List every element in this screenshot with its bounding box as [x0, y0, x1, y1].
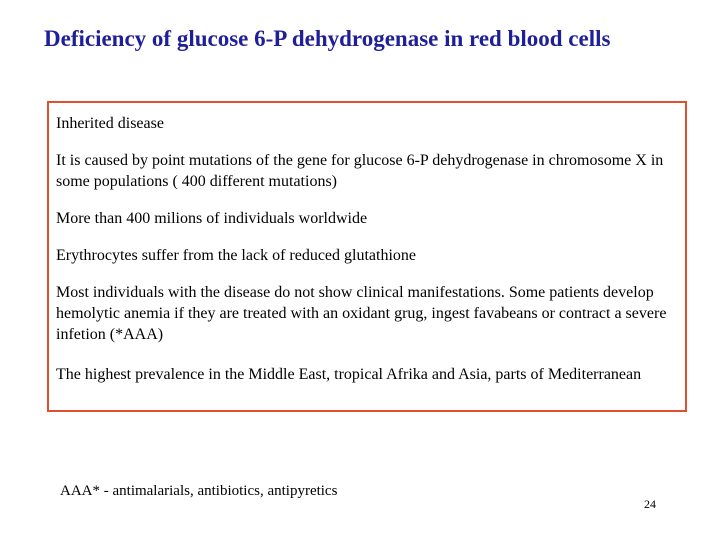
bullet-inherited-disease: Inherited disease	[56, 115, 164, 132]
bullet-affected-individuals: More than 400 milions of individuals worldwide	[56, 210, 368, 227]
page-number: 24	[644, 497, 656, 511]
bullet-highest-prevalence: The highest prevalence in the Middle East, tropical Afrika and Asia, parts of Mediterranean	[56, 366, 642, 383]
bullet-point-mutations: It is caused by point mutations of the gene for glucose 6-P dehydrogenase in chromosome X in some populations ( 400 different mutations)	[56, 152, 664, 190]
slide-title: Deficiency of glucose 6-P dehydrogenase in red blood cells	[44, 26, 611, 51]
bullet-glutathione-lack: Erythrocytes suffer from the lack of reduced glutathione	[56, 247, 417, 264]
footnote: AAA* - antimalarials, antibiotics, antipyretics	[60, 483, 338, 499]
bullet-clinical-manifestations: Most individuals with the disease do not show clinical manifestations. Some patients develop hemolytic anemia if they are treated with an oxidant grug, ingest favabeans or contract a severe infetion (*AAA)	[56, 284, 667, 343]
